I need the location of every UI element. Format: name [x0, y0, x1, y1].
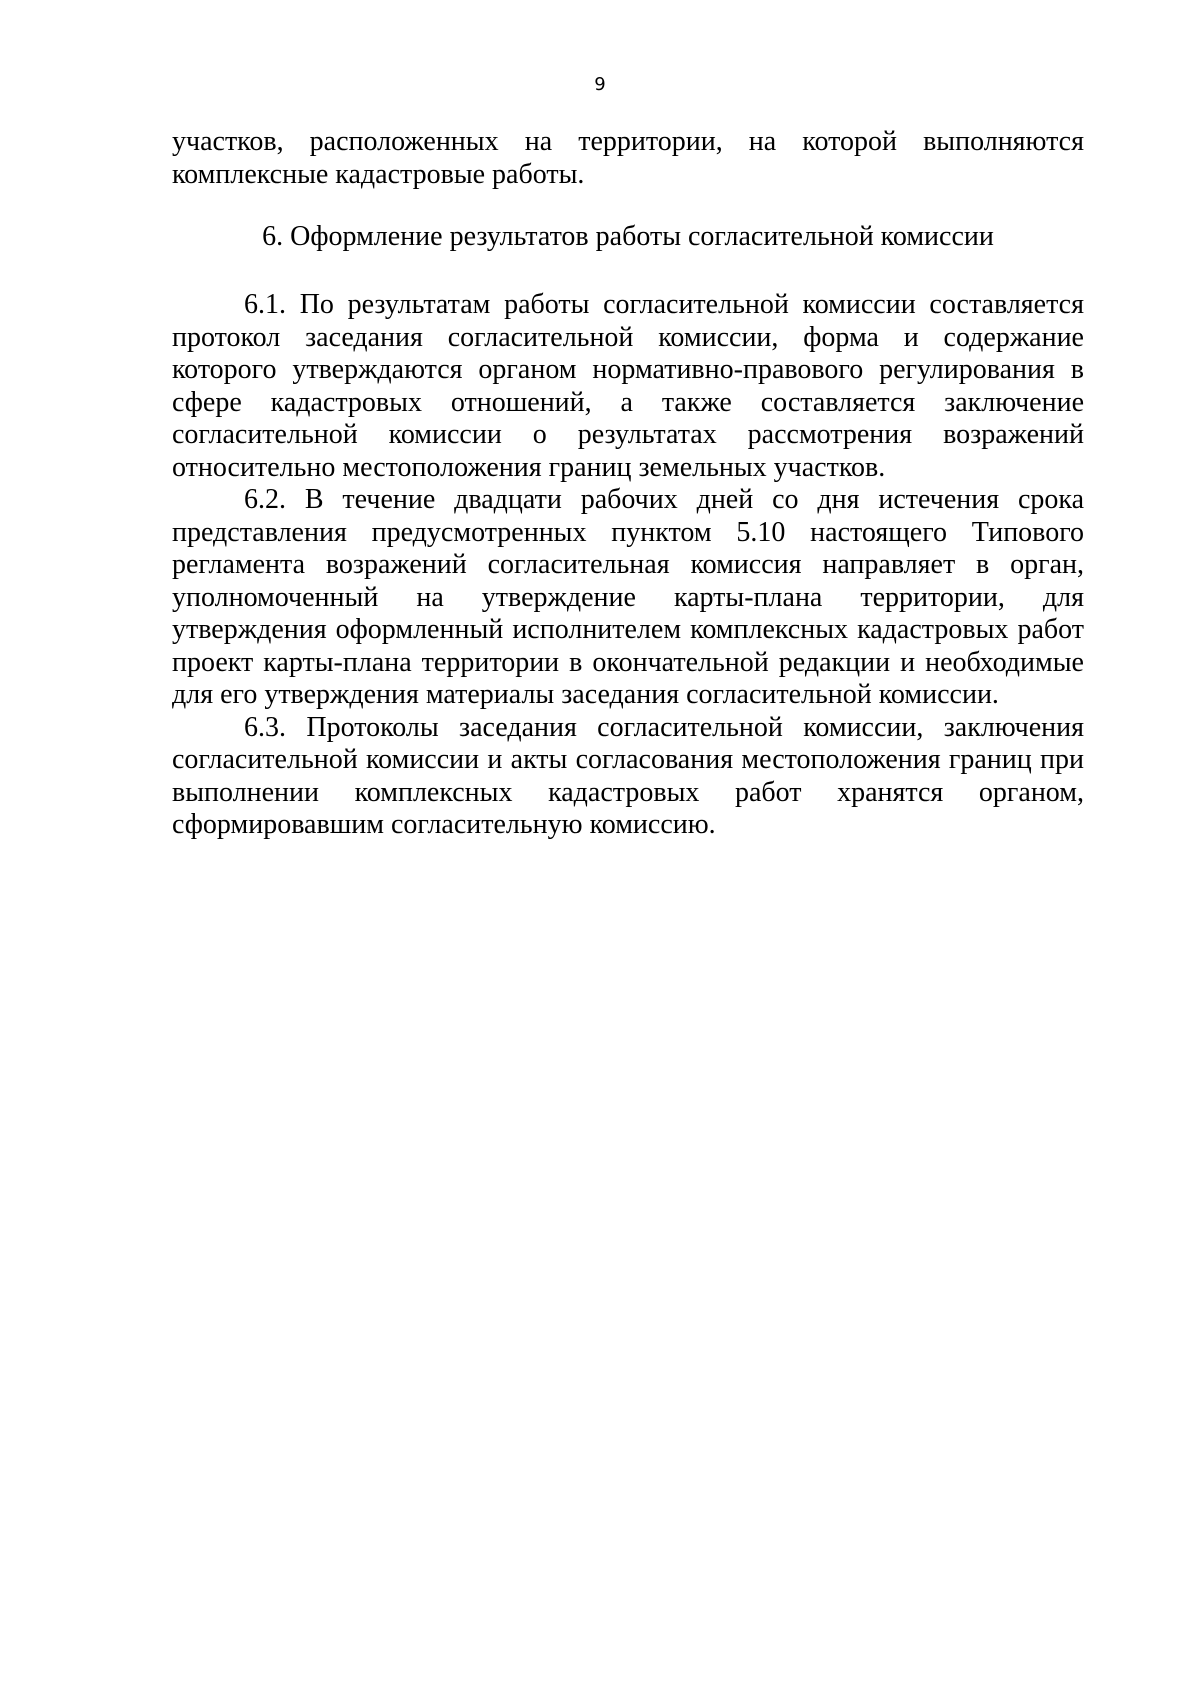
continuation-paragraph: участков, расположенных на территории, на которой выполняются комплексные кадастровые работы. — [172, 126, 1084, 190]
paragraph-6-2: 6.2. В течение двадцати рабочих дней со дня истечения срока представления предусмотренных пунктом 5.10 настоящего Типового регламента возражений согласительная комиссия направляет в орган, уполномоченный на утверждение карты-плана территории, для утверждения оформленный исполнителем комплексных кадастровых работ проект карты-плана территории в окончательной редакции и необходимые для его утверждения материалы заседания согласительной комиссии. — [172, 484, 1084, 710]
page-number: 9 — [594, 74, 606, 95]
section-body — [172, 289, 1084, 842]
paragraph-6-1: 6.1. По результатам работы согласительной комиссии составляется протокол заседания согласительной комиссии, форма и содержание которого утверждаются органом нормативно-правового регулирования в сфере кадастровых отношений, а также составляется заключение согласительной комиссии о результатах рассмотрения возражений относительно местоположения границ земельных участков. — [172, 289, 1084, 483]
paragraph-6-3: 6.3. Протоколы заседания согласительной комиссии, заключения согласительной комиссии и акты согласования местоположения границ при выполнении комплексных кадастровых работ хранятся органом, сформировавшим согласительную комиссию. — [172, 711, 1084, 840]
continuation-block — [172, 126, 1084, 191]
section-heading: 6. Оформление результатов работы согласительной комиссии — [262, 221, 994, 252]
